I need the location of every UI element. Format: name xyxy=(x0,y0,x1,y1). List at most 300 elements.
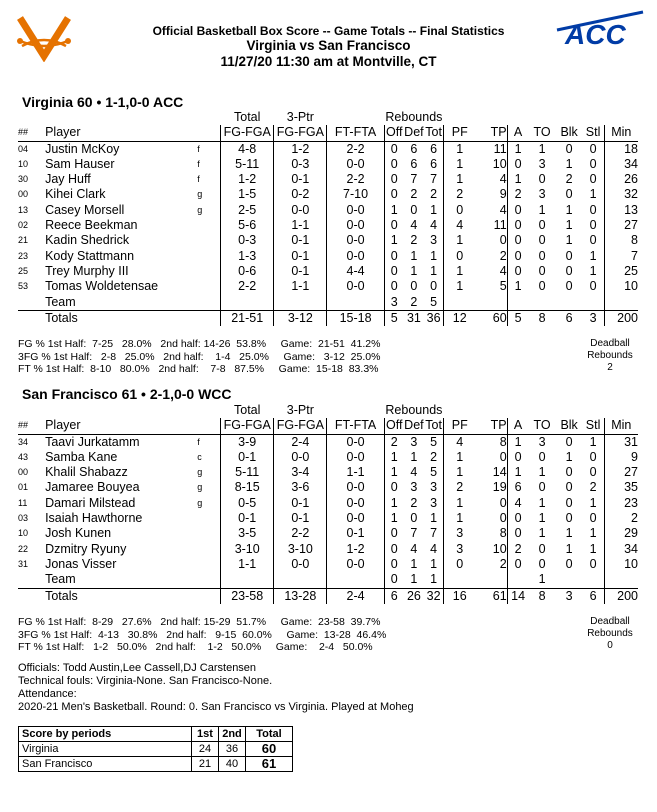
player-off-reb: 0 xyxy=(384,141,403,157)
col-blk: Blk xyxy=(556,125,583,141)
player-fg: 1-1 xyxy=(221,557,274,572)
player-pf: 4 xyxy=(444,218,476,233)
player-blocks: 0 xyxy=(565,495,573,510)
player-pf: 4 xyxy=(444,434,476,450)
player-fg: 3-9 xyxy=(221,434,274,450)
col-fg: FG-FGA xyxy=(221,418,274,434)
player-points: 2 xyxy=(499,248,507,263)
blank-cell xyxy=(475,572,507,588)
blank-cell xyxy=(197,310,220,326)
player-minutes: 27 xyxy=(604,218,638,233)
group-3ptr-label: 3-Ptr xyxy=(286,403,314,417)
totals-steals: 6 xyxy=(583,588,604,604)
player-blocks: 1 xyxy=(565,156,573,171)
report-title: Official Basketball Box Score -- Game Totals -- Final Statistics xyxy=(152,24,505,38)
player-pf: 1 xyxy=(444,172,476,187)
player-turnovers: 0 xyxy=(538,279,546,294)
player-number: 02 xyxy=(18,220,29,231)
player-tot-reb: 3 xyxy=(430,495,438,510)
player-assists: 0 xyxy=(507,511,528,526)
player-number: 03 xyxy=(18,513,29,524)
blank-cell xyxy=(583,403,604,418)
player-position: g xyxy=(197,467,203,478)
totals-assists: 14 xyxy=(507,588,528,604)
player-tot-reb: 0 xyxy=(430,279,438,294)
player-points: 10 xyxy=(492,541,507,556)
group-header-row xyxy=(18,110,638,125)
player-number: 22 xyxy=(18,543,29,554)
player-name: Jamaree Bouyea xyxy=(45,480,140,495)
player-steals: 1 xyxy=(589,526,597,541)
periods-header-cell: 2nd xyxy=(219,727,246,742)
column-header-row xyxy=(18,125,638,141)
player-steals: 0 xyxy=(589,202,597,217)
player-number: 30 xyxy=(18,174,29,185)
group-total-label: Total xyxy=(234,403,261,417)
game-description: 2020-21 Men's Basketball. Round: 0. San Francisco vs Virginia. Played at Moheg xyxy=(18,701,414,713)
col-tot: Tot xyxy=(425,125,442,140)
group-rebounds-label: Rebounds xyxy=(385,110,443,124)
player-turnovers: 1 xyxy=(538,511,546,526)
player-assists: 2 xyxy=(507,542,528,557)
player-number: 31 xyxy=(18,558,29,569)
blank-cell xyxy=(556,295,583,311)
player-points: 14 xyxy=(492,465,507,480)
player-assists: 1 xyxy=(507,279,528,294)
player-off-reb: 0 xyxy=(384,157,403,172)
player-ft: 0-0 xyxy=(327,203,384,218)
player-ft: 0-0 xyxy=(327,434,384,450)
blank-cell xyxy=(583,572,604,588)
svg-text:ACC: ACC xyxy=(565,19,626,48)
team-def-reb: 1 xyxy=(410,572,418,587)
player-assists: 0 xyxy=(507,557,528,572)
blank-cell xyxy=(604,110,638,125)
player-turnovers: 3 xyxy=(538,187,546,202)
player-turnovers: 0 xyxy=(538,541,546,556)
player-blocks: 0 xyxy=(565,279,573,294)
player-position xyxy=(197,233,220,248)
player-fg: 5-11 xyxy=(221,465,274,480)
totals-turnovers: 8 xyxy=(529,310,556,326)
player-tot-reb: 6 xyxy=(430,156,438,171)
col-min: Min xyxy=(604,125,638,141)
blank-cell xyxy=(507,295,528,311)
player-tot-reb: 1 xyxy=(430,248,438,263)
player-fg: 2-5 xyxy=(221,203,274,218)
player-row xyxy=(18,496,638,511)
player-name: Dzmitry Ryuny xyxy=(45,541,127,556)
team-off-reb: 0 xyxy=(384,572,403,588)
player-position xyxy=(197,249,220,264)
player-steals: 1 xyxy=(589,541,597,556)
player-ft: 0-0 xyxy=(327,279,384,294)
player-3p: 0-0 xyxy=(274,203,327,218)
totals-row xyxy=(18,588,638,604)
player-minutes: 34 xyxy=(604,157,638,172)
col-to: TO xyxy=(529,418,556,434)
player-name: Casey Morsell xyxy=(45,202,125,217)
player-position: g xyxy=(197,189,203,200)
player-off-reb: 1 xyxy=(384,511,403,526)
player-minutes: 18 xyxy=(604,141,638,157)
player-steals: 0 xyxy=(589,141,597,156)
player-row xyxy=(18,279,638,294)
player-turnovers: 1 xyxy=(538,526,546,541)
player-pf: 1 xyxy=(444,141,476,157)
player-ft: 0-0 xyxy=(327,233,384,248)
totals-ft: 15-18 xyxy=(327,310,384,326)
player-pf: 3 xyxy=(444,542,476,557)
player-number: 25 xyxy=(18,265,29,276)
team1-box-score-table xyxy=(18,110,638,326)
player-ft: 2-2 xyxy=(327,172,384,187)
player-3p: 2-4 xyxy=(274,434,327,450)
blank-cell xyxy=(221,295,274,311)
player-steals: 1 xyxy=(589,263,597,278)
player-position xyxy=(197,557,220,572)
team-turnovers xyxy=(529,295,556,311)
player-name: Khalil Shabazz xyxy=(45,465,128,480)
player-turnovers: 1 xyxy=(538,495,546,510)
player-3p: 0-0 xyxy=(274,557,327,572)
col-a: A xyxy=(507,418,528,434)
player-blocks: 0 xyxy=(565,434,573,449)
totals-row xyxy=(18,310,638,326)
player-steals: 0 xyxy=(589,218,597,233)
player-ft: 0-0 xyxy=(327,557,384,572)
totals-assists: 5 xyxy=(507,310,528,326)
player-ft: 0-0 xyxy=(327,496,384,511)
player-points: 10 xyxy=(492,156,507,171)
player-number: 00 xyxy=(18,189,29,200)
player-def-reb: 6 xyxy=(410,156,418,171)
totals-minutes: 200 xyxy=(604,588,638,604)
totals-3p: 3-12 xyxy=(274,310,327,326)
player-row xyxy=(18,249,638,264)
periods-cell: 21 xyxy=(192,757,219,772)
player-steals: 0 xyxy=(589,156,597,171)
totals-pf: 16 xyxy=(444,588,476,604)
player-def-reb: 4 xyxy=(410,541,418,556)
player-blocks: 0 xyxy=(565,465,573,480)
totals-turnovers: 8 xyxy=(529,588,556,604)
player-minutes: 2 xyxy=(604,511,638,526)
player-ft: 0-1 xyxy=(327,526,384,541)
player-fg: 2-2 xyxy=(221,279,274,294)
player-name: Justin McKoy xyxy=(45,141,120,156)
player-turnovers: 0 xyxy=(538,248,546,263)
player-number: 34 xyxy=(18,436,29,447)
player-def-reb: 1 xyxy=(410,263,418,278)
blank-cell xyxy=(604,295,638,311)
blank-cell xyxy=(507,403,528,418)
player-steals: 0 xyxy=(589,449,597,464)
player-tot-reb: 6 xyxy=(430,141,438,156)
player-assists: 2 xyxy=(507,187,528,202)
col-ft: FT-FTA xyxy=(327,125,384,141)
player-number: 23 xyxy=(18,250,29,261)
blank-cell xyxy=(475,403,507,418)
player-blocks: 0 xyxy=(565,556,573,571)
player-steals: 0 xyxy=(589,279,597,294)
player-position: f xyxy=(197,174,200,185)
player-3p: 0-1 xyxy=(274,172,327,187)
player-row xyxy=(18,434,638,450)
player-off-reb: 0 xyxy=(384,279,403,294)
player-minutes: 10 xyxy=(604,279,638,294)
group-rebounds-label: Rebounds xyxy=(385,403,443,417)
player-number: 01 xyxy=(18,482,29,493)
officials: Officials: Todd Austin,Lee Cassell,DJ Carstensen xyxy=(18,662,257,674)
totals-label: Totals xyxy=(45,588,197,604)
player-position: f xyxy=(197,158,200,169)
player-off-reb: 0 xyxy=(384,526,403,541)
player-steals: 0 xyxy=(589,465,597,480)
player-number: 00 xyxy=(18,467,29,478)
player-pf: 1 xyxy=(444,450,476,465)
player-number: 53 xyxy=(18,281,29,292)
totals-pf: 12 xyxy=(444,310,476,326)
player-position: c xyxy=(197,451,202,462)
player-tot-reb: 7 xyxy=(430,172,438,187)
player-tot-reb: 2 xyxy=(430,187,438,202)
player-row xyxy=(18,157,638,172)
blank-cell xyxy=(18,310,45,326)
player-pf: 1 xyxy=(444,496,476,511)
player-assists: 0 xyxy=(507,203,528,218)
player-3p: 0-1 xyxy=(274,511,327,526)
player-off-reb: 0 xyxy=(384,264,403,279)
player-def-reb: 2 xyxy=(410,233,418,248)
blank-cell xyxy=(18,295,45,311)
shooting-stat-line: FT % 1st Half: 1-2 50.0% 2nd half: 1-2 50.0% Game: 2-4 50.0% xyxy=(18,641,373,654)
player-row xyxy=(18,233,638,248)
player-3p: 0-0 xyxy=(274,450,327,465)
player-off-reb: 0 xyxy=(384,480,403,495)
game-notes xyxy=(18,662,414,714)
player-ft: 0-0 xyxy=(327,511,384,526)
blank-cell xyxy=(18,403,45,418)
blank-cell xyxy=(475,110,507,125)
player-blocks: 2 xyxy=(565,172,573,187)
player-assists: 0 xyxy=(507,264,528,279)
player-tot-reb: 1 xyxy=(430,556,438,571)
player-fg: 3-10 xyxy=(221,542,274,557)
player-assists: 0 xyxy=(507,233,528,248)
player-3p: 2-2 xyxy=(274,526,327,541)
periods-row xyxy=(19,742,293,757)
player-row xyxy=(18,264,638,279)
player-blocks: 1 xyxy=(565,202,573,217)
player-pf: 0 xyxy=(444,203,476,218)
player-def-reb: 4 xyxy=(410,465,418,480)
team-label: Team xyxy=(45,572,76,587)
player-def-reb: 4 xyxy=(410,218,418,233)
player-steals: 0 xyxy=(589,556,597,571)
blank-cell xyxy=(274,572,327,588)
col-to: TO xyxy=(529,125,556,141)
player-def-reb: 3 xyxy=(410,434,418,449)
player-position: g xyxy=(197,482,203,493)
player-blocks: 1 xyxy=(565,218,573,233)
column-header-row xyxy=(18,418,638,434)
player-off-reb: 0 xyxy=(384,542,403,557)
player-minutes: 23 xyxy=(604,496,638,511)
team-tot-reb: 1 xyxy=(430,572,438,587)
player-def-reb: 2 xyxy=(410,187,418,202)
team-row xyxy=(18,572,638,588)
player-3p: 0-1 xyxy=(274,496,327,511)
totals-points: 61 xyxy=(475,588,507,604)
player-off-reb: 0 xyxy=(384,557,403,572)
player-position xyxy=(197,218,220,233)
player-minutes: 25 xyxy=(604,264,638,279)
player-assists: 0 xyxy=(507,526,528,541)
group-3ptr-label: 3-Ptr xyxy=(286,110,314,124)
player-number: 10 xyxy=(18,158,29,169)
blank-cell xyxy=(327,295,384,311)
player-off-reb: 0 xyxy=(384,249,403,264)
player-name: Trey Murphy III xyxy=(45,263,129,278)
player-points: 5 xyxy=(499,279,507,294)
player-points: 11 xyxy=(493,218,507,233)
periods-cell: Virginia xyxy=(19,742,192,757)
player-position xyxy=(197,511,220,526)
player-steals: 1 xyxy=(589,187,597,202)
report-header xyxy=(0,0,657,80)
col-a: A xyxy=(507,125,528,141)
player-3p: 3-10 xyxy=(274,542,327,557)
player-3p: 0-1 xyxy=(274,264,327,279)
totals-ft: 2-4 xyxy=(327,588,384,604)
blank-cell xyxy=(507,110,528,125)
blank-cell xyxy=(444,572,476,588)
player-turnovers: 0 xyxy=(538,172,546,187)
player-turnovers: 1 xyxy=(538,141,546,156)
blank-cell xyxy=(507,572,528,588)
player-tot-reb: 7 xyxy=(430,526,438,541)
player-tot-reb: 3 xyxy=(430,233,438,248)
player-number: 11 xyxy=(18,497,28,508)
player-assists: 6 xyxy=(507,480,528,495)
player-steals: 0 xyxy=(589,233,597,248)
player-row xyxy=(18,450,638,465)
player-fg: 8-15 xyxy=(221,480,274,495)
player-fg: 1-3 xyxy=(221,249,274,264)
player-def-reb: 6 xyxy=(410,141,418,156)
player-steals: 2 xyxy=(589,480,597,495)
team2-box-score-table xyxy=(18,403,638,604)
player-off-reb: 1 xyxy=(384,233,403,248)
game-date-location: 11/27/20 11:30 am at Montville, CT xyxy=(220,54,437,69)
totals-blocks: 3 xyxy=(556,588,583,604)
player-turnovers: 3 xyxy=(538,434,546,449)
player-row xyxy=(18,480,638,495)
player-points: 4 xyxy=(499,263,507,278)
blank-cell xyxy=(45,110,197,125)
player-def-reb: 1 xyxy=(410,556,418,571)
totals-label: Totals xyxy=(45,310,197,326)
player-def-reb: 2 xyxy=(410,495,418,510)
blank-cell xyxy=(197,572,220,588)
player-number: 43 xyxy=(18,451,29,462)
totals-blocks: 6 xyxy=(556,310,583,326)
blank-cell xyxy=(583,295,604,311)
player-turnovers: 1 xyxy=(538,465,546,480)
player-tot-reb: 1 xyxy=(430,263,438,278)
team-turnovers: 1 xyxy=(538,572,546,587)
player-pf: 2 xyxy=(444,480,476,495)
player-row xyxy=(18,465,638,480)
totals-def-reb: 31 xyxy=(404,310,424,326)
totals-def-reb: 26 xyxy=(404,588,424,604)
blank-cell xyxy=(529,110,556,125)
col-min: Min xyxy=(604,418,638,434)
player-pf: 3 xyxy=(444,526,476,541)
col-off: Off xyxy=(385,125,403,140)
periods-cell: 40 xyxy=(219,757,246,772)
player-steals: 1 xyxy=(589,248,597,263)
attendance: Attendance: xyxy=(18,688,77,700)
player-fg: 1-5 xyxy=(221,187,274,202)
player-row xyxy=(18,141,638,157)
player-blocks: 1 xyxy=(565,449,573,464)
shooting-stat-line: FG % 1st Half: 7-25 28.0% 2nd half: 14-26 53.8% Game: 21-51 41.2% xyxy=(18,338,381,350)
player-number: 13 xyxy=(18,204,29,215)
player-pf: 1 xyxy=(444,279,476,294)
player-position xyxy=(197,264,220,279)
player-assists: 1 xyxy=(507,434,528,450)
team1-title: Virginia 60 • 1-1,0-0 ACC xyxy=(22,94,184,110)
player-ft: 7-10 xyxy=(327,187,384,202)
player-position xyxy=(197,279,220,294)
player-off-reb: 1 xyxy=(384,450,403,465)
player-name: Kadin Shedrick xyxy=(45,233,130,248)
blank-cell xyxy=(444,110,476,125)
player-points: 0 xyxy=(499,511,507,526)
player-3p: 1-2 xyxy=(274,141,327,157)
player-minutes: 34 xyxy=(604,542,638,557)
player-steals: 1 xyxy=(589,495,597,510)
player-pf: 1 xyxy=(444,157,476,172)
player-assists: 1 xyxy=(507,172,528,187)
player-def-reb: 1 xyxy=(410,248,418,263)
blank-cell xyxy=(197,110,220,125)
player-minutes: 8 xyxy=(604,233,638,248)
player-3p: 0-3 xyxy=(274,157,327,172)
col-pf: PF xyxy=(444,418,476,434)
player-3p: 3-6 xyxy=(274,480,327,495)
player-tot-reb: 1 xyxy=(430,202,438,217)
group-header-row xyxy=(18,403,638,418)
team2-deadball-rebounds: Deadball Rebounds 0 xyxy=(587,616,633,651)
player-position: g xyxy=(197,497,203,508)
score-by-periods-table xyxy=(18,726,293,772)
player-row xyxy=(18,218,638,233)
player-assists: 1 xyxy=(507,141,528,157)
player-steals: 0 xyxy=(589,511,597,526)
totals-minutes: 200 xyxy=(604,310,638,326)
player-points: 9 xyxy=(499,187,507,202)
player-ft: 2-2 xyxy=(327,141,384,157)
player-def-reb: 7 xyxy=(410,526,418,541)
player-points: 2 xyxy=(499,556,507,571)
player-def-reb: 1 xyxy=(410,449,418,464)
player-blocks: 1 xyxy=(565,526,573,541)
blank-cell xyxy=(327,110,384,125)
player-fg: 0-1 xyxy=(221,450,274,465)
